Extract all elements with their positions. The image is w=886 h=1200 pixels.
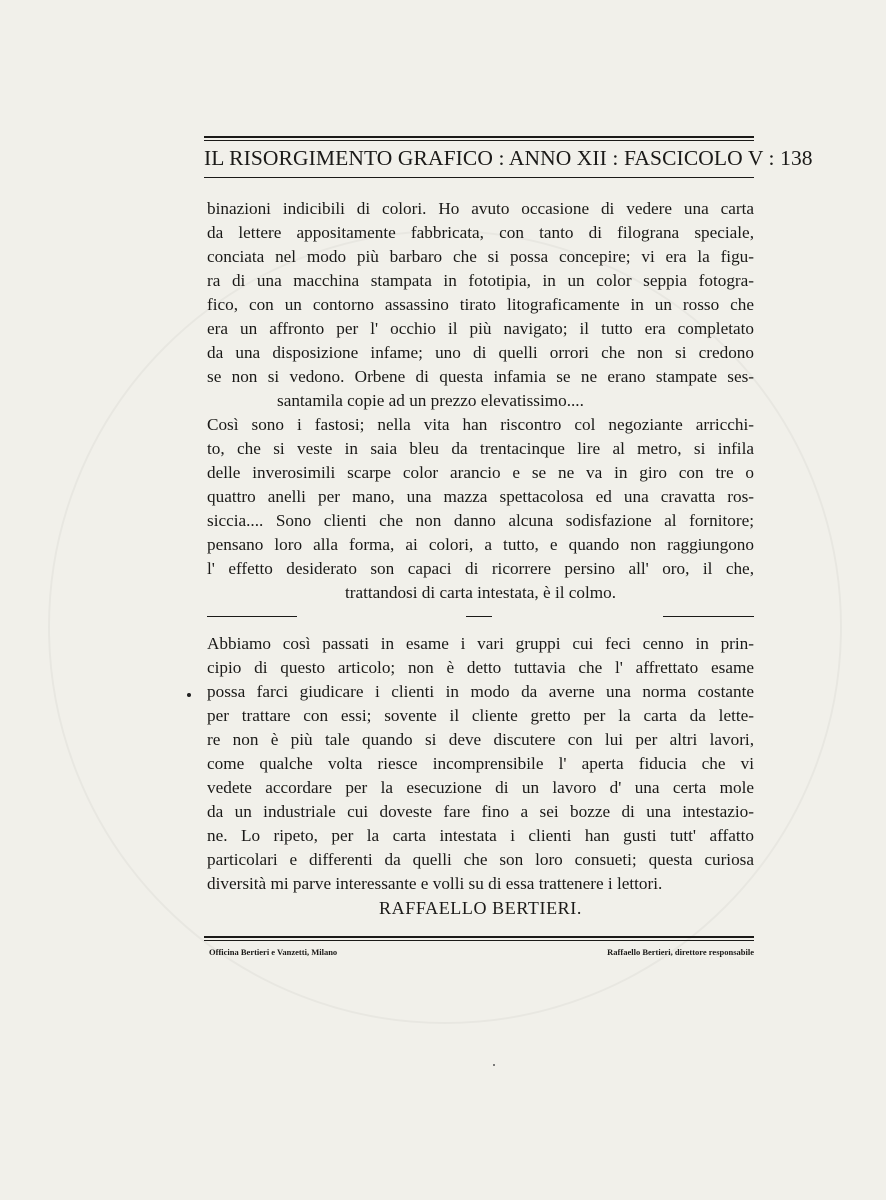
text-line: cipio di questo articolo; non è detto tuttavia che l' affrettato esame [207, 658, 754, 677]
text-line: l' effetto desiderato son capaci di ricorrere persino all' oro, il che, [207, 559, 754, 578]
page-speck [493, 1064, 495, 1066]
text-line: siccia.... Sono clienti che non danno alcuna sodisfazione al fornitore; [207, 511, 754, 530]
text-line: fico, con un contorno assassino tirato litograficamente in un rosso che [207, 295, 754, 314]
text-line: diversità mi parve interessante e volli su di essa trattenere i lettori. [207, 874, 663, 893]
paragraph-2 [207, 413, 754, 605]
text-line: re non è più tale quando si deve discutere con lui per altri lavori, [207, 730, 754, 749]
paragraph-3 [207, 632, 754, 896]
text-line: Abbiamo così passati in esame i vari gruppi cui feci cenno in prin- [207, 634, 754, 653]
paragraph-1 [207, 197, 754, 413]
text-line: pensano loro alla forma, ai colori, a tutto, e quando non raggiungono [207, 535, 754, 554]
header-top-rule [204, 136, 754, 141]
text-line: per trattare con essi; sovente il cliente gretto per la carta da lette- [207, 706, 754, 725]
running-header: IL RISORGIMENTO GRAFICO : ANNO XII : FASCICOLO V : 138 [204, 146, 813, 170]
separator-left [207, 616, 297, 617]
text-line: da lettere appositamente fabbricata, con tanto di filograna speciale, [207, 223, 754, 242]
author-signature: RAFFAELLO BERTIERI. [379, 898, 582, 918]
text-line: santamila copie ad un prezzo elevatissimo.... [277, 391, 584, 410]
footer-printer: Officina Bertieri e Vanzetti, Milano [209, 947, 338, 957]
text-line: da una disposizione infame; uno di quelli orrori che non si credono [207, 343, 754, 362]
separator-center [466, 616, 492, 617]
text-line: era un affronto per l' occhio il più navigato; il tutto era completato [207, 319, 754, 338]
text-line: ra di una macchina stampata in fototipia, in un color seppia fotogra- [207, 271, 754, 290]
header-bottom-rule [204, 177, 754, 178]
footer-editor: Raffaello Bertieri, direttore responsabile [607, 947, 754, 957]
text-line: da un industriale cui doveste fare fino a sei bozze di una intestazio- [207, 802, 754, 821]
text-line: to, che si veste in saia bleu da trentacinque lire al metro, si infila [207, 439, 754, 458]
text-line: come qualche volta riesce incomprensibile l' aperta fiducia che vi [207, 754, 754, 773]
text-line: delle inverosimili scarpe color arancio e se ne va in giro con tre o [207, 463, 754, 482]
text-line: possa farci giudicare i clienti in modo da averne una norma costante [207, 682, 754, 701]
text-line: ne. Lo ripeto, per la carta intestata i clienti han gusti tutt' affatto [207, 826, 754, 845]
text-line: conciata nel modo più barbaro che si possa concepire; vi era la figu- [207, 247, 754, 266]
text-line: Così sono i fastosi; nella vita han riscontro col negoziante arricchi- [207, 415, 754, 434]
text-line: trattandosi di carta intestata, è il colmo. [344, 583, 617, 602]
text-line: particolari e differenti da quelli che son loro consueti; questa curiosa [207, 850, 754, 869]
text-line: vedete accordare per la esecuzione di un lavoro d' una certa mole [207, 778, 754, 797]
text-line: quattro anelli per mano, una mazza spettacolosa ed una cravatta ros- [207, 487, 754, 506]
separator-right [663, 616, 754, 617]
text-line: binazioni indicibili di colori. Ho avuto occasione di vedere una carta [207, 199, 754, 218]
footer-rule [204, 936, 754, 941]
text-line: se non si vedono. Orbene di questa infamia se ne erano stampate ses- [207, 367, 754, 386]
margin-mark [187, 693, 191, 697]
